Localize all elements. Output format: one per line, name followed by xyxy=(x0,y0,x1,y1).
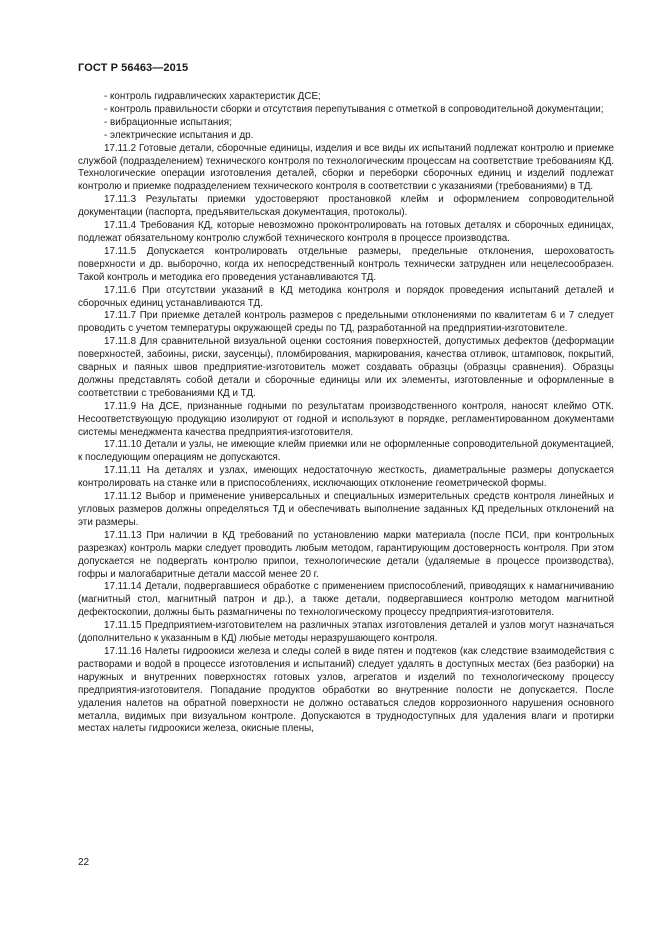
clause-17-11-5: 17.11.5 Допускается контролировать отдельные размеры, предельные отклонения, шероховатость поверхности и др. выборочно, когда их непосредственный контроль технически затруднен или нецелесообразен. Такой контроль и методика его проведения устанавливаются ТД. xyxy=(78,245,614,283)
page-number: 22 xyxy=(78,857,90,868)
clause-17-11-8: 17.11.8 Для сравнительной визуальной оценки состояния поверхностей, допустимых дефектов (деформации поверхностей, забоины, риски, заусенцы), пломбирования, маркирования, качества отливок, штамповок, покрытий, сварных и паяных швов предприятие-изготовитель может создавать образцы (образцы сравнения). Образцы должны представлять собой детали и сборочные единицы или их элементы, изготовленные и оформленные в соответствии с требованиями КД и ТД. xyxy=(78,336,614,399)
list-item: - контроль гидравлических характеристик ДСЕ; xyxy=(104,91,321,102)
standard-header: ГОСТ Р 56463—2015 xyxy=(78,62,189,74)
document-body xyxy=(78,91,614,736)
clause-17-11-7: 17.11.7 При приемке деталей контроль размеров с предельными отклонениями по квалитетам 6 и 7 следует проводить с учетом температуры окружающей среды по ТД, разработанной на предприятии-изготовителе. xyxy=(78,310,614,335)
clause-17-11-4: 17.11.4 Требования КД, которые невозможно проконтролировать на готовых деталях и сборочных единицах, подлежат обязательному контролю службой технического контроля в процессе производства. xyxy=(78,220,614,244)
clause-17-11-6: 17.11.6 При отсутствии указаний в КД методика контроля и порядок проведения испытаний деталей и сборочных единиц устанавливаются ТД. xyxy=(78,284,614,309)
list-item: - вибрационные испытания; xyxy=(104,116,232,128)
clause-17-11-13: 17.11.13 При наличии в КД требований по установлению марки материала (после ПСИ, при контрольных разрезках) контроль марки следует проводить любым методом, гарантирующим достоверность контроля. При этом допускается не подвергать контролю припои, технологические детали (удаляемые в процессе производства), гофры и малогабаритные детали массой менее 20 г. xyxy=(78,529,614,580)
list-item: - контроль правильности сборки и отсутствия перепутывания с отметкой в сопроводительной документации; xyxy=(104,103,604,115)
clause-17-11-10: 17.11.10 Детали и узлы, не имеющие клейм приемки или не оформленные сопроводительной документацией, к последующим операциям не допускаются. xyxy=(78,439,614,464)
clause-17-11-12: 17.11.12 Выбор и применение универсальных и специальных измерительных средств контроля линейных и угловых размеров должны определяться ТД и обеспечивать выполнение заданных КД предельных отклонений на эти размеры. xyxy=(78,491,614,528)
clause-17-11-11: 17.11.11 На деталях и узлах, имеющих недостаточную жесткость, диаметральные размеры допускается контролировать на станке или в приспособлениях, исключающих отклонение геометрической формы. xyxy=(78,465,614,490)
clause-17-11-2: 17.11.2 Готовые детали, сборочные единицы, изделия и все виды их испытаний подлежат контролю и приемке службой (подразделением) технического контроля по технологическим процессам на соответствие требованиям КД. Технологические операции изготовления деталей, сборки и переборки сборочных единиц и изделий подлежат контролю и приемке подразделением технического контроля в соответствии с указаниями (требованиями) в ТД. xyxy=(78,142,614,193)
clause-17-11-15: 17.11.15 Предприятием-изготовителем на различных этапах изготовления деталей и узлов могут назначаться (дополнительно к указанным в КД) любые методы неразрушающего контроля. xyxy=(78,620,614,645)
clause-17-11-14: 17.11.14 Детали, подвергавшиеся обработке с применением приспособлений, приводящих к намагничиванию (магнитный стол, магнитный патрон и др.), а также детали, подвергавшиеся контролю методом магнитной дефектоскопии, должны быть размагничены по технологическому процессу предприятия-изготовителя. xyxy=(78,581,614,619)
list-item: - электрические испытания и др. xyxy=(104,129,254,141)
clause-17-11-9: 17.11.9 На ДСЕ, признанные годными по результатам производственного контроля, наносят клеймо ОТК. Несоответствующую продукцию изолируют от годной и используют в порядке, регламентированном документами системы менеджмента качества предприятия-изготовителя. xyxy=(78,400,614,438)
clause-17-11-3: 17.11.3 Результаты приемки удостоверяют простановкой клейм и оформлением сопроводительной документации (паспорта, предъявительская документация, протоколы). xyxy=(78,194,614,219)
clause-17-11-16: 17.11.16 Налеты гидроокиси железа и следы солей в виде пятен и подтеков (как следствие взаимодействия с растворами и водой в процессе изготовления и испытаний) следует удалять в доступных местах (без разборки) на наружных и внутренних поверхностях готовых узлов, агрегатов и изделий по технологическому процессу предприятия-изготовителя. Попадание продуктов обработки во внутренние полости не допускается. После удаления налетов на обратной поверхности не должно оставаться следов коррозионного нарушения основного металла, видимых при визуальном контроле. Допускаются в труднодоступных для удаления влаги и протирки местах налеты гидроокиси железа, окисные плены, xyxy=(78,645,614,735)
